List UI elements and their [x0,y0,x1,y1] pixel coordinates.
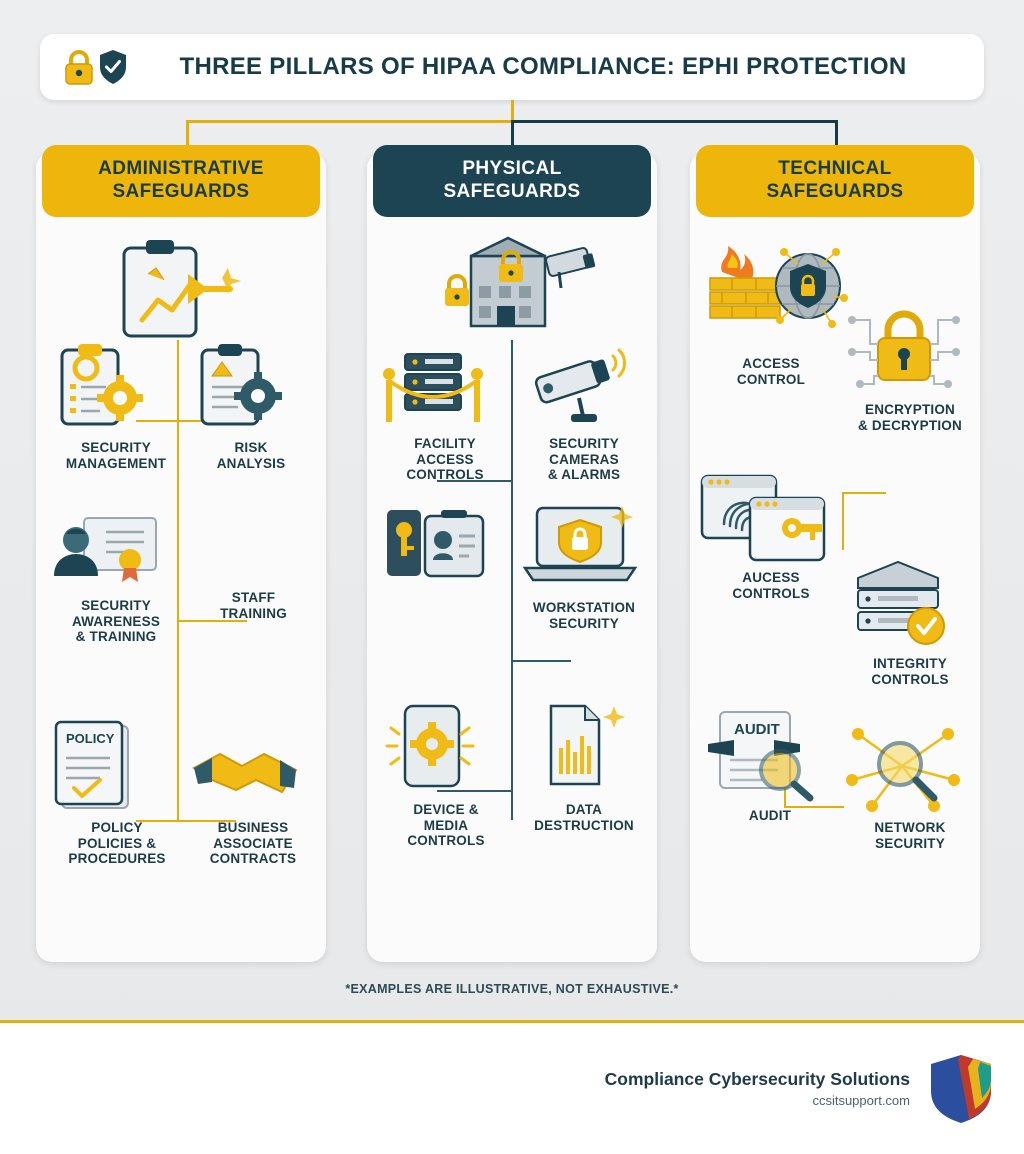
shield-check-icon [98,48,128,86]
footer [0,1023,1024,1154]
column-header-physical [373,145,651,217]
clipboard-chart-icon [96,234,276,344]
policy-book-icon [44,718,190,814]
node-staff-training[interactable] [191,590,316,621]
node-device-media-controls[interactable] [377,700,515,849]
svg-text:POLICY: POLICY [66,731,115,746]
column-title-line1: PHYSICAL [462,158,562,180]
column-title-line2: SAFEGUARDS [112,181,250,202]
node-label: DATA DESTRUCTION [534,802,634,833]
laptop-shield-icon [515,498,653,594]
column-title-line1: ADMINISTRATIVE [98,158,264,180]
tablet-gear-icon [377,700,515,796]
phys-branch-2 [511,660,571,662]
node-admin-top-art [96,234,276,350]
padlock-circuit-icon [840,298,980,396]
clipboard-warning-gear-icon [186,342,316,434]
node-policies-procedures[interactable] [44,718,190,867]
node-label: SECURITY MANAGEMENT [65,440,167,471]
footer-text-group [605,1069,910,1108]
node-integrity-controls[interactable] [842,556,978,687]
node-label: ACCESS CONTROL [736,356,806,387]
node-label: AUDIT [748,808,792,823]
column-administrative [36,152,326,962]
connector-horizontal-left [186,120,514,123]
shield-logo-icon [928,1053,994,1125]
node-network-security[interactable] [842,718,978,851]
node-access-controls[interactable] [698,470,844,601]
node-label: STAFF TRAINING [220,590,287,621]
building-locks-camera-icon [419,230,609,336]
connector-horizontal-right [511,120,838,123]
column-title-line2: SAFEGUARDS [443,181,581,202]
network-magnifier-icon [842,718,978,814]
node-label: RISK ANALYSIS [216,440,286,471]
fingerprint-key-window-icon [698,470,844,564]
node-risk-analysis[interactable] [186,342,316,471]
handshake-icon [186,718,320,814]
column-title-line1: TECHNICAL [778,158,892,180]
footnote: *EXAMPLES ARE ILLUSTRATIVE, NOT EXHAUSTIVE.* [345,982,679,996]
title-card [40,34,984,100]
node-label: SECURITY CAMERAS & ALARMS [547,436,621,483]
node-security-awareness-training[interactable] [44,510,188,645]
company-name: Compliance Cybersecurity Solutions [604,1069,910,1089]
node-label: POLICY POLICIES & PROCEDURES [68,820,166,867]
node-label: INTEGRITY CONTROLS [871,656,949,687]
shredder-document-icon [517,700,651,796]
column-header-technical [696,145,974,217]
node-label: SECURITY AWARENESS & TRAINING [71,598,161,645]
column-technical [690,152,980,962]
person-certificate-icon [44,510,188,592]
node-physical-top-art [419,230,609,342]
node-audit-controls[interactable] [700,708,840,824]
node-label: AUCESS CONTROLS [732,570,810,601]
firewall-globe-shield-icon [698,238,844,350]
node-label: WORKSTATION SECURITY [532,600,636,631]
node-access-control[interactable] [698,238,844,387]
column-physical [367,152,657,962]
page-title: THREE PILLARS OF HIPAA COMPLIANCE: EPHI PROTECTION [179,53,907,80]
node-workstation-security[interactable] [515,498,653,631]
node-keycard-badge-art [381,502,509,592]
node-encryption-decryption[interactable] [840,298,980,433]
connector-vertical-center-gold [511,100,514,122]
title-icon-group [62,47,128,87]
company-url[interactable]: ccsitsupport.com [812,1093,910,1108]
column-title-line2: SAFEGUARDS [766,181,904,202]
node-security-cameras-alarms[interactable] [517,340,651,483]
server-rack-barrier-icon [375,340,515,430]
column-body-administrative [36,230,326,962]
cctv-camera-icon [517,340,651,430]
tech-branch-a2 [842,492,886,494]
padlock-icon [62,47,96,87]
node-business-associate-contracts[interactable] [186,718,320,867]
node-facility-access-controls[interactable] [375,340,515,483]
column-body-physical [367,230,657,962]
node-security-management[interactable] [46,342,186,471]
clipboard-gear-icon [46,342,186,434]
column-header-administrative [42,145,320,217]
server-check-icon [842,556,978,650]
node-label: FACILITY ACCESS CONTROLS [406,436,484,483]
audit-magnifier-icon [700,708,840,802]
node-label: ENCRYPTION & DECRYPTION [858,402,962,433]
node-data-destruction[interactable] [517,700,651,833]
node-label: DEVICE & MEDIA CONTROLS [407,802,485,849]
node-label: NETWORK SECURITY [874,820,946,851]
keycard-badge-icon [381,502,509,586]
node-label: BUSINESS ASSOCIATE CONTRACTS [209,820,297,867]
column-body-technical [690,230,980,962]
svg-text:AUDIT: AUDIT [734,721,780,738]
